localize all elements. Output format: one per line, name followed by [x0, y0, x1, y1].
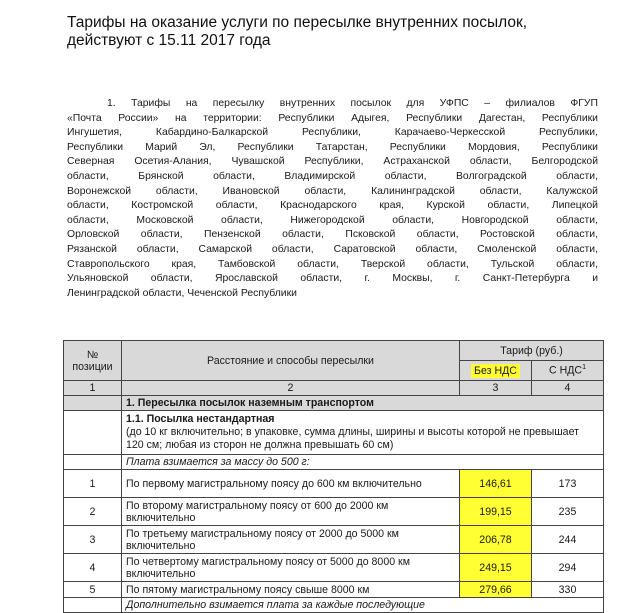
paragraph-line: Воронежской области, Ивановской области, Калининградской области, Калужской: [67, 185, 598, 197]
table-row: [64, 582, 604, 598]
col-number: 4: [532, 381, 604, 396]
subsection-description: (до 10 кг включительно; в упаковке, сумма длины, ширины и высоты которой не превышает 120 см; любая из сторон не должна превышать 60 см): [126, 426, 579, 451]
paragraph-line: Рязанской области, Самарской области, Саратовской области, Смоленской области,: [67, 243, 598, 255]
empty-cell: [64, 455, 122, 470]
header-distance: Расстояние и способы пересылки: [122, 341, 460, 381]
row-price-vat: 294: [532, 554, 604, 582]
paragraph-line: области, Московской области, Нижегородской области, Новгородской области,: [67, 214, 598, 226]
col-number: 2: [122, 381, 460, 396]
row-description: По пятому магистральному поясу свыше 8000 км: [122, 582, 460, 598]
row-number: 5: [64, 582, 122, 598]
col-number: 3: [460, 381, 532, 396]
row-number: 2: [64, 498, 122, 526]
table-row: [64, 526, 604, 554]
row-number: 3: [64, 526, 122, 554]
empty-cell: [64, 598, 122, 613]
subsection-cell: [122, 411, 604, 455]
subsection-title: 1.1. Посылка нестандартная: [126, 413, 275, 425]
row-price-no-vat: 199,15: [460, 498, 532, 526]
title-line-2: действуют с 15.11 2017 года: [67, 32, 271, 49]
table-row: [64, 498, 604, 526]
row-price-vat: 235: [532, 498, 604, 526]
row-price-vat: 244: [532, 526, 604, 554]
row-price-no-vat: 146,61: [460, 470, 532, 498]
header-no-vat: Без НДС: [471, 364, 520, 378]
row-description: По второму магистральному поясу от 600 до 2000 км включительно: [122, 498, 460, 526]
title-line-1: Тарифы на оказание услуги по пересылке внутренних посылок,: [67, 14, 528, 31]
table-row: [64, 470, 604, 498]
header-tariff: Тариф (руб.): [460, 341, 604, 361]
paragraph-line: Орловской области, Пензенской области, Псковской области, Ростовской области,: [67, 229, 598, 241]
document-title: [67, 14, 627, 50]
paragraph-line: области, Брянской области, Владимирской области, Волгоградской области,: [67, 170, 598, 182]
row-price-no-vat: 279,66: [460, 582, 532, 598]
paragraph-line: Ставропольского края, Тамбовской области, Тверской области, Тульской области,: [67, 258, 598, 270]
header-no-vat-cell: [460, 361, 532, 381]
row-description: По первому магистральному поясу до 600 км включительно: [122, 470, 460, 498]
paragraph-line: области, Костромской области, Краснодарского края, Курской области, Липецкой: [67, 200, 598, 212]
row-description: По четвертому магистральному поясу от 5000 до 8000 км включительно: [122, 554, 460, 582]
header-with-vat-footnote: 1: [582, 364, 586, 372]
section-title: 1. Пересылка посылок наземным транспортом: [122, 396, 604, 411]
row-price-vat: 330: [532, 582, 604, 598]
footer-note: Дополнительно взимается плата за каждые последующие: [122, 598, 604, 613]
col-number: 1: [64, 381, 122, 396]
row-price-no-vat: 206,78: [460, 526, 532, 554]
tariff-table: [63, 340, 604, 613]
paragraph-line: 1. Тарифы на пересылку внутренних посылок для УФПС – филиалов ФГУП: [107, 98, 598, 109]
row-number: 1: [64, 470, 122, 498]
empty-cell: [64, 396, 122, 411]
weight-note: Плата взимается за массу до 500 г:: [122, 455, 604, 470]
paragraph-line: «Почта России» на территории: Республики Адыгея, Республики Дагестан, Республики: [67, 112, 598, 124]
paragraph-line: Республики Марий Эл, Республики Татарстан, Республики Мордовия, Республики: [67, 141, 598, 153]
paragraph-line: Ингушетия, Кабардино-Балкарской Республики, Карачаево-Черкесской Республики,: [67, 127, 598, 139]
empty-cell: [64, 411, 122, 455]
header-with-vat-cell: [532, 361, 604, 381]
header-position-number: № позиции: [64, 341, 122, 381]
table-row: [64, 554, 604, 582]
paragraph-line: Северная Осетия-Алания, Чувашской Республики, Астраханской области, Белгородской: [67, 156, 598, 168]
header-with-vat: С НДС: [549, 364, 583, 377]
paragraph-line: Ульяновской области, Ярославской области, г. Москвы, г. Санкт-Петербурга и: [67, 273, 598, 285]
paragraph-line: Ленинградской области, Чеченской Республики: [67, 287, 297, 299]
row-number: 4: [64, 554, 122, 582]
row-price-no-vat: 249,15: [460, 554, 532, 582]
row-price-vat: 173: [532, 470, 604, 498]
regions-paragraph: [67, 97, 598, 301]
row-description: По третьему магистральному поясу от 2000 до 5000 км включительно: [122, 526, 460, 554]
